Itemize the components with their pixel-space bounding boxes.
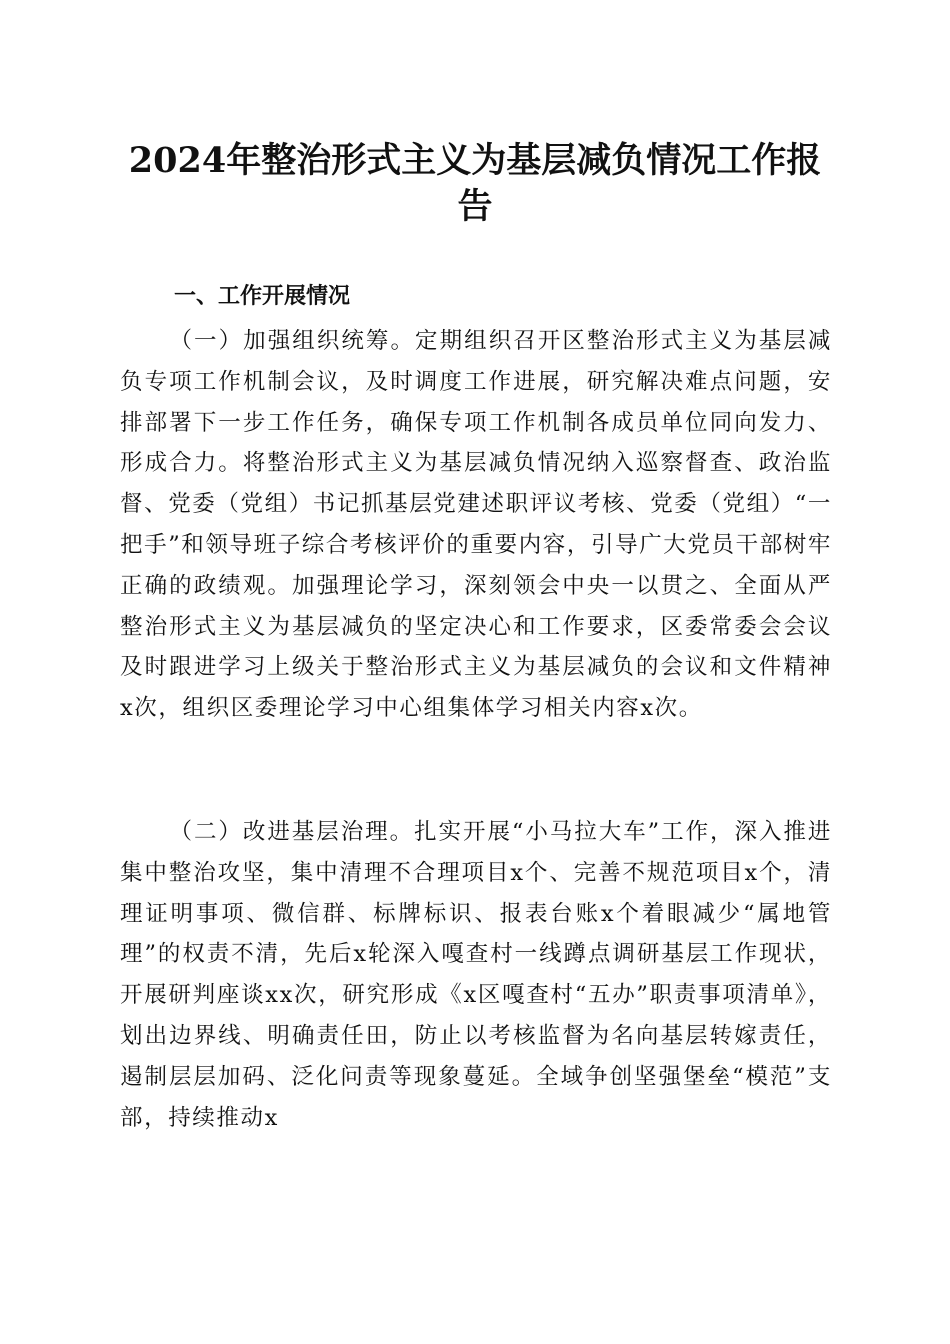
paragraph-organization [120, 321, 832, 729]
paragraph-body: 定期组织召开区整治形式主义为基层减负专项工作机制会议，及时调度工作进展，研究解决难点问题，安排部署下一步工作任务，确保专项工作机制各成员单位同向发力、形成合力。将整治形式主义为基层减负情况纳入巡察督查、政治监督、党委（党组）书记抓基层党建述职评议考核、党委（党组）“一把手”和领导班子综合考核评价的重要内容，引导广大党员干部树牢正确的政绩观。加强理论学习，深刻领会中央一以贯之、全面从严整治形式主义为基层减负的坚定决心和工作要求，区委常委会会议及时跟进学习上级关于整治形式主义为基层减负的会议和文件精神x次，组织区委理论学习中心组集体学习相关内容x次。 [120, 328, 833, 722]
document-title: 2024年整治形式主义为基层减负情况工作报告 [128, 140, 822, 227]
paragraph-lead: （一）加强组织统筹。 [169, 328, 416, 354]
section-heading: 一、工作开展情况 [174, 284, 351, 309]
paragraph-body: 扎实开展“小马拉大车”工作，深入推进集中整治攻坚，集中清理不合理项目x个、完善不规范项目x个，清理证明事项、微信群、标牌标识、报表台账x个着眼减少“属地管理”的权责不清，先后x轮深入嘎查村一线蹲点调研基层工作现状，开展研判座谈xx次，研究形成《x区嘎查村“五办”职责事项清单》，划出边界线、明确责任田，防止以考核监督为名向基层转嫁责任，遏制层层加码、泛化问责等现象蔓延。全域争创坚强堡垒“模范”支部，持续推动x [120, 819, 832, 1131]
paragraph-governance [120, 812, 832, 1178]
paragraph-lead: （二）改进基层治理。 [169, 819, 415, 845]
